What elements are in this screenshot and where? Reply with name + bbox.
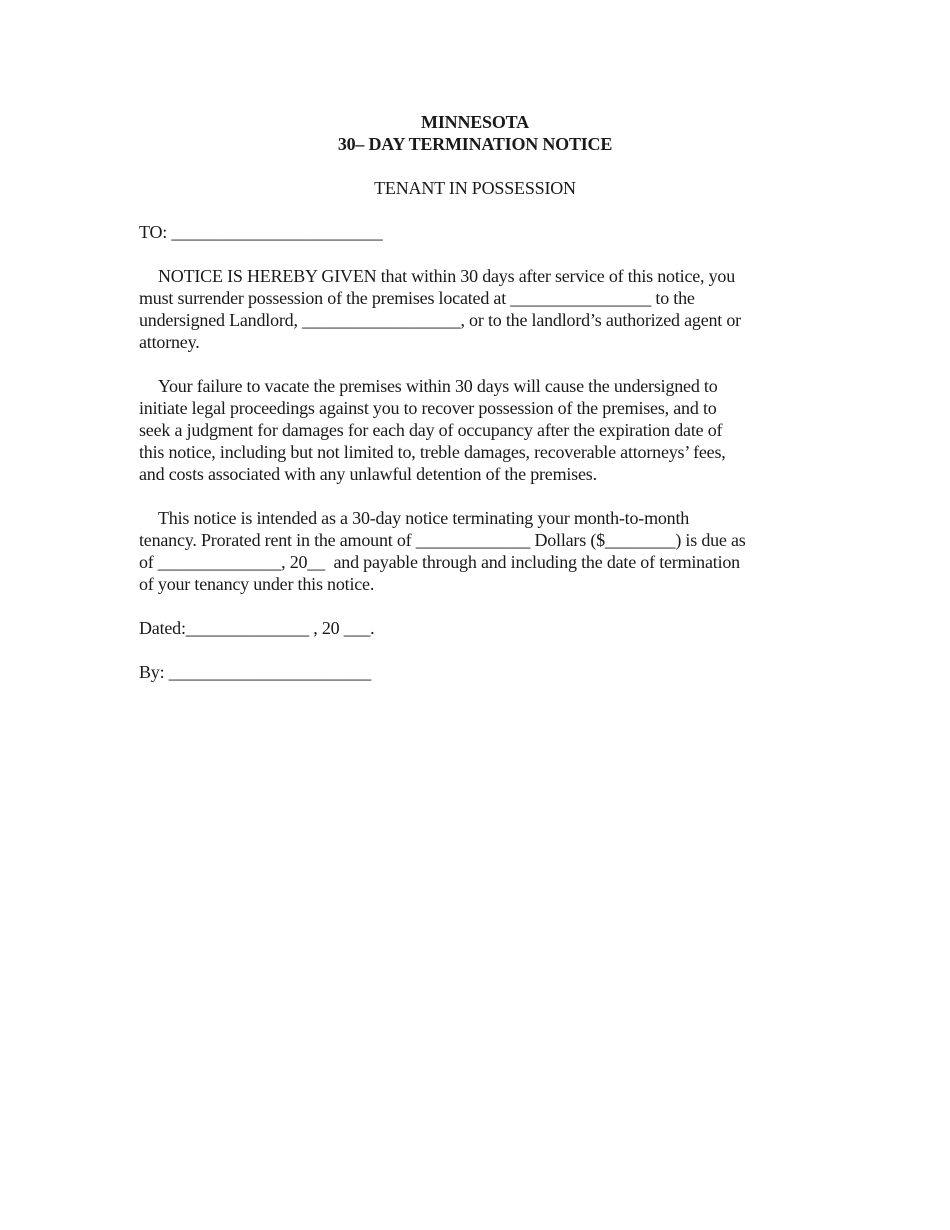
- by-signature-line: By: _______________________: [139, 662, 372, 682]
- to-line: TO: ________________________: [139, 222, 383, 242]
- paragraph-3-line: of your tenancy under this notice.: [139, 574, 375, 594]
- blank-line: [139, 199, 811, 221]
- dated-line: Dated:______________ , 20 ___.: [139, 618, 375, 638]
- blank-line: [139, 353, 811, 375]
- paragraph-1-line: undersigned Landlord, __________________, or to the landlord’s authorized agent or: [139, 310, 741, 330]
- paragraph-1-line: attorney.: [139, 332, 200, 352]
- notice-subtitle: TENANT IN POSSESSION: [374, 178, 576, 198]
- paragraph-3-line: of ______________, 20__ and payable through and including the date of termination: [139, 552, 740, 572]
- notice-state-title: MINNESOTA: [421, 112, 529, 132]
- paragraph-3-line: tenancy. Prorated rent in the amount of _____________ Dollars ($________) is due as: [139, 530, 746, 550]
- paragraph-2-line: Your failure to vacate the premises within 30 days will cause the undersigned to: [158, 376, 718, 396]
- paragraph-2-line: and costs associated with any unlawful detention of the premises.: [139, 464, 597, 484]
- paragraph-2-line: seek a judgment for damages for each day of occupancy after the expiration date of: [139, 420, 723, 440]
- blank-line: [139, 485, 811, 507]
- blank-line: [139, 243, 811, 265]
- blank-line: [139, 595, 811, 617]
- paragraph-1-line: NOTICE IS HEREBY GIVEN that within 30 days after service of this notice, you: [158, 266, 736, 286]
- paragraph-1-line: must surrender possession of the premises located at ________________ to the: [139, 288, 695, 308]
- paragraph-2-line: this notice, including but not limited to, treble damages, recoverable attorneys’ fees,: [139, 442, 726, 462]
- termination-notice-document: [139, 111, 811, 683]
- notice-type-title: 30– DAY TERMINATION NOTICE: [337, 134, 613, 154]
- paragraph-2-line: initiate legal proceedings against you to recover possession of the premises, and to: [139, 398, 717, 418]
- paragraph-3-line: This notice is intended as a 30-day notice terminating your month-to-month: [158, 508, 690, 528]
- blank-line: [139, 639, 811, 661]
- blank-line: [139, 155, 811, 177]
